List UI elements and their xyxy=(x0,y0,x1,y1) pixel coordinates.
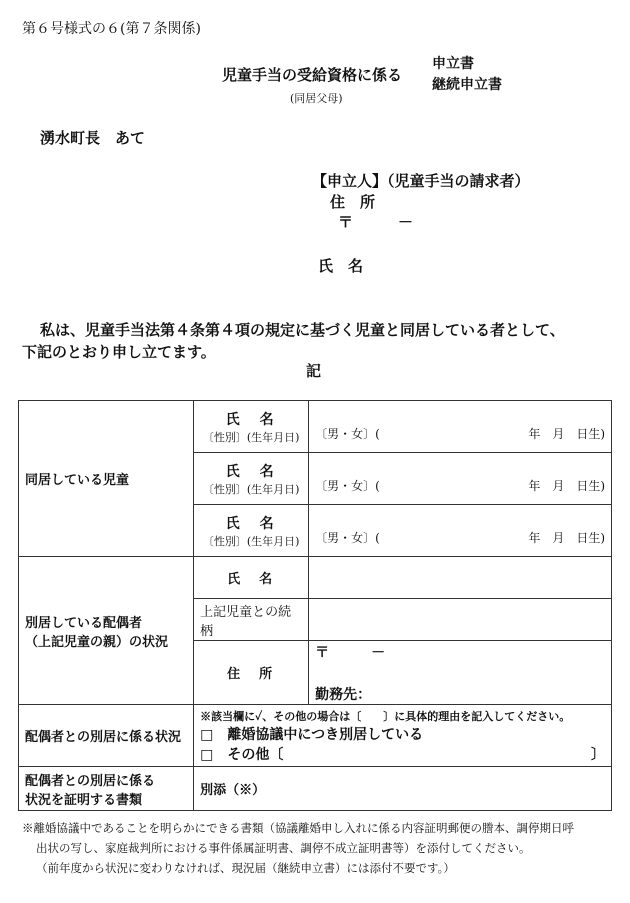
applicant-address-label: 住 所 xyxy=(330,193,376,211)
child-label-cell xyxy=(194,505,309,557)
child-name-label: 氏 名 xyxy=(225,411,277,428)
footnote-line-3: （前年度から状況に変わりなければ、現況届（継続申立書）には添付不要です。） xyxy=(36,861,455,875)
form-subtitle: (同居父母) xyxy=(290,92,343,105)
child-sub-label: 〔性別〕(生年月日) xyxy=(202,534,300,548)
spouse-name-field[interactable] xyxy=(309,557,612,599)
spouse-heading-line-1: 別居している配偶者 xyxy=(25,615,143,631)
status-note: ※該当欄に✓、その他の場合は〔 〕に具体的理由を記入してください。 xyxy=(200,709,571,723)
option-other-label: □ その他〔 xyxy=(200,746,284,763)
form-number: 第６号様式の６(第７条関係) xyxy=(22,21,201,37)
child-value-cell[interactable] xyxy=(309,505,612,557)
children-heading: 同居している児童 xyxy=(19,401,194,557)
spouse-heading-line-2: （上記児童の親）の状況 xyxy=(25,634,169,650)
footnote-line-2: 出状の写し、家庭裁判所における事件係属証明書、調停不成立証明書等）を添付してください。 xyxy=(36,841,531,855)
spouse-name-row xyxy=(19,557,612,599)
child-sub-label: 〔性別〕(生年月日) xyxy=(202,482,300,496)
document-value: 別添（※） xyxy=(194,767,612,811)
separation-status-heading: 配偶者との別居に係る状況 xyxy=(19,705,194,767)
child-label-cell xyxy=(194,453,309,505)
spouse-heading xyxy=(19,557,194,705)
option-other-checkbox[interactable] xyxy=(200,744,605,764)
spouse-postal-field[interactable]: 〒 － xyxy=(315,644,386,661)
separation-status-cell xyxy=(194,705,612,767)
form-title: 児童手当の受給資格に係る xyxy=(222,66,403,84)
option-divorce-checkbox[interactable]: □ 離婚協議中につき別居している xyxy=(200,726,424,743)
child-name-label: 氏 名 xyxy=(225,463,277,480)
applicant-name-label: 氏 名 xyxy=(318,257,364,275)
spouse-address-field[interactable] xyxy=(309,641,612,705)
document-row xyxy=(19,767,612,811)
child-row xyxy=(19,401,612,453)
child-dob-field[interactable]: 年 月 日生) xyxy=(528,479,605,493)
applicant-postal-field[interactable]: 〒 － xyxy=(338,213,414,231)
document-heading xyxy=(19,767,194,811)
ki-heading: 記 xyxy=(306,362,322,380)
form-type-continuation: 継続申立書 xyxy=(432,77,502,93)
child-sub-label: 〔性別〕(生年月日) xyxy=(202,430,300,444)
child-sex-field[interactable]: 〔男・女〕( xyxy=(315,427,380,441)
applicant-label: 【申立人】（児童手当の請求者） xyxy=(312,172,530,190)
child-label-cell xyxy=(194,401,309,453)
spouse-relation-field[interactable] xyxy=(309,599,612,641)
addressee: 湧水町長 あて xyxy=(40,129,146,147)
option-other-close: 〕 xyxy=(591,746,605,763)
child-dob-field[interactable]: 年 月 日生) xyxy=(528,427,605,441)
declaration-line-1: 私は、児童手当法第４条第４項の規定に基づく児童と同居している者として、 xyxy=(40,321,565,339)
footnote-line-1: ※離婚協議中であることを明らかにできる書類（協議離婚申し入れに係る内容証明郵便の謄本、調停期日呼 xyxy=(22,821,574,835)
child-value-cell[interactable] xyxy=(309,401,612,453)
declaration-line-2: 下記のとおり申し立てます。 xyxy=(22,343,216,361)
spouse-address-label: 住 所 xyxy=(194,641,309,705)
child-dob-field[interactable]: 年 月 日生) xyxy=(528,531,605,545)
child-sex-field[interactable]: 〔男・女〕( xyxy=(315,531,380,545)
document-heading-line-1: 配偶者との別居に係る xyxy=(25,773,156,789)
document-heading-line-2: 状況を証明する書類 xyxy=(25,792,143,808)
child-value-cell[interactable] xyxy=(309,453,612,505)
spouse-relation-label: 上記児童との続柄 xyxy=(194,599,309,641)
form-type-application: 申立書 xyxy=(432,56,474,72)
child-sex-field[interactable]: 〔男・女〕( xyxy=(315,479,380,493)
spouse-workplace-field[interactable]: 勤務先： xyxy=(315,686,372,703)
form-table xyxy=(18,400,612,811)
separation-status-row xyxy=(19,705,612,767)
child-name-label: 氏 名 xyxy=(225,515,277,532)
spouse-name-label: 氏 名 xyxy=(194,557,309,599)
